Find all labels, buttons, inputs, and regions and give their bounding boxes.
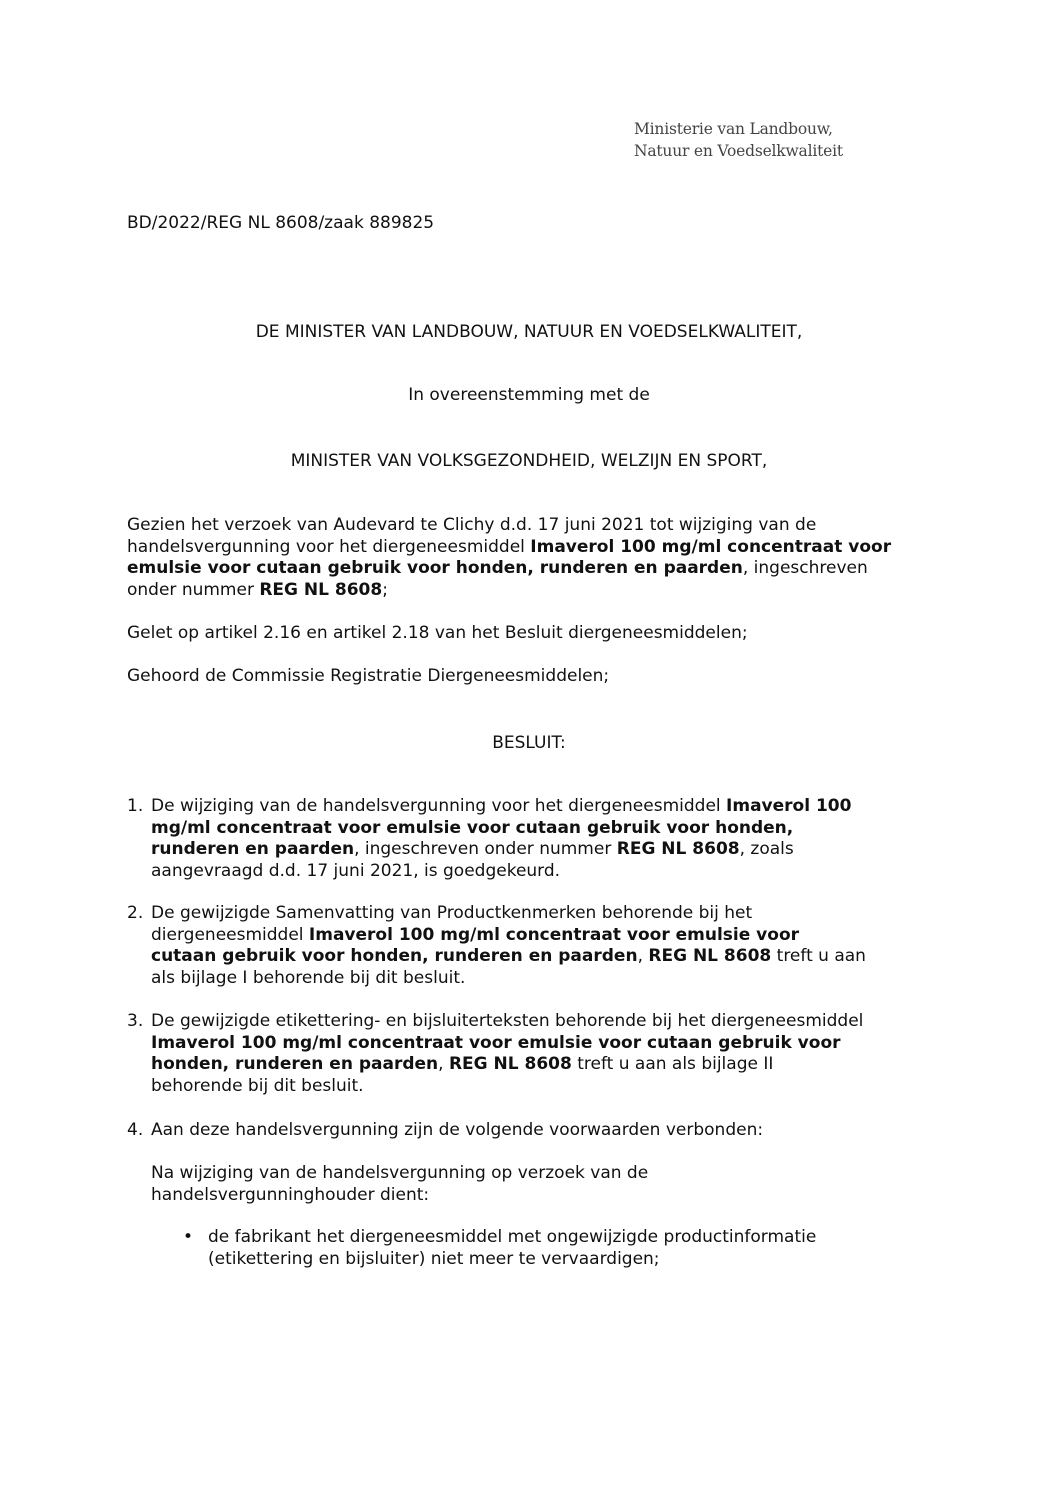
item-number: 4. [127,1120,144,1140]
heading-minister-vws: MINISTER VAN VOLKSGEZONDHEID, WELZIJN EN SPORT, [290,451,768,471]
consideration-commission: Gehoord de Commissie Registratie Diergeneesmiddelen; [127,666,610,686]
item-number: 3. [127,1011,144,1031]
reference-number: BD/2022/REG NL 8608/zaak 889825 [127,213,435,233]
ministry-name-line1: Ministerie van Landbouw, [634,120,833,138]
heading-agreement: In overeenstemming met de [408,385,650,405]
bullet-icon: • [183,1227,194,1247]
consideration-legal-basis: Gelet op artikel 2.16 en artikel 2.18 van het Besluit diergeneesmiddelen; [127,623,748,643]
condition-intro: Na wijziging van de handelsvergunning op verzoek van de handelsvergunninghouder dient: [151,1163,649,1205]
item-number: 2. [127,903,144,923]
ministry-name-line2: Natuur en Voedselkwaliteit [634,142,843,160]
ministry-logo-text [634,118,894,162]
decision-heading: BESLUIT: [492,733,566,753]
consideration-request: Gezien het verzoek van Audevard te Clichy d.d. 17 juni 2021 tot wijziging van de handelsvergunning voor het diergeneesmiddel Imaverol 100 mg/ml concentraat voor emulsie voor cutaan gebruik voor honden, runderen en paarden, ingeschreven onder nummer REG NL 8608; [127,515,892,601]
item-number: 1. [127,796,144,816]
heading-minister-lnv: DE MINISTER VAN LANDBOUW, NATUUR EN VOEDSELKWALITEIT, [255,322,803,342]
